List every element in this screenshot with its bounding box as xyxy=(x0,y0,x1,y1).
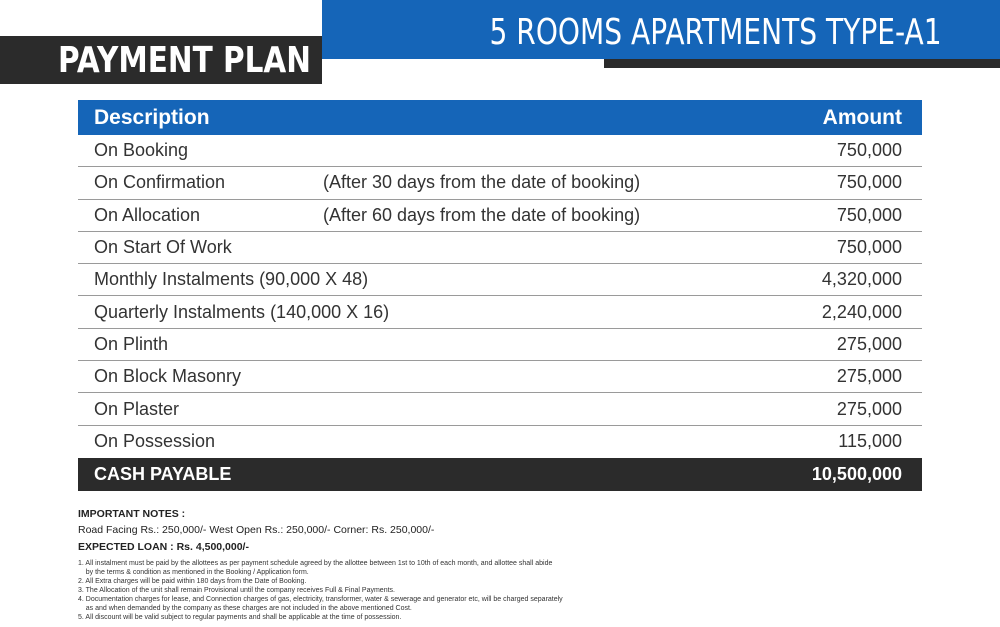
total-label: CASH PAYABLE xyxy=(94,463,232,484)
header-dark-strip xyxy=(604,59,1000,68)
column-header-amount: Amount xyxy=(822,105,902,129)
table-body xyxy=(78,135,922,458)
payment-plan-label: PAYMENT PLAN xyxy=(58,40,311,81)
fine-print-line: 5. All discount will be valid subject to regular payments and shall be applicable at the time of possession. xyxy=(78,614,402,621)
table-row xyxy=(78,393,922,425)
row-amount: 115,000 xyxy=(838,431,902,452)
table-row xyxy=(78,296,922,328)
row-description: On Allocation xyxy=(94,204,201,225)
fine-print xyxy=(78,559,678,622)
row-description: On Possession xyxy=(94,431,216,452)
table-row xyxy=(78,426,922,458)
important-notes xyxy=(78,508,678,622)
fine-print-line: 1. All instalment must be paid by the allottees as per payment schedule agreed by the allottee between 1st to 10th of each month, and allottee shall abide xyxy=(78,560,553,567)
row-description: On Confirmation xyxy=(94,172,226,193)
row-description: On Booking xyxy=(94,140,189,161)
row-amount: 275,000 xyxy=(836,333,902,354)
fine-print-line: as and when demanded by the company as these charges are not included in the above mentioned Cost. xyxy=(78,605,412,612)
expected-loan: EXPECTED LOAN : Rs. 4,500,000/- xyxy=(78,541,249,553)
notes-heading: IMPORTANT NOTES : xyxy=(78,508,186,520)
row-description: On Plinth xyxy=(94,333,169,354)
table-row xyxy=(78,329,922,361)
total-row xyxy=(78,458,922,491)
table-row xyxy=(78,135,922,167)
row-description: Quarterly Instalments (140,000 X 16) xyxy=(94,301,390,322)
row-amount: 750,000 xyxy=(836,204,902,225)
row-description: On Block Masonry xyxy=(94,366,242,387)
row-amount: 2,240,000 xyxy=(821,301,902,322)
row-description: On Plaster xyxy=(94,398,180,419)
table-row xyxy=(78,167,922,199)
table-header xyxy=(78,100,922,135)
payment-table xyxy=(78,100,922,491)
row-amount: 750,000 xyxy=(836,172,902,193)
row-amount: 750,000 xyxy=(836,237,902,258)
table-row xyxy=(78,200,922,232)
fine-print-line: by the terms & condition as mentioned in the Booking / Application form. xyxy=(78,569,309,576)
fine-print-line: 2. All Extra charges will be paid within 180 days from the Date of Booking. xyxy=(78,578,307,585)
row-note: (After 30 days from the date of booking) xyxy=(323,172,641,193)
row-amount: 275,000 xyxy=(836,398,902,419)
row-amount: 275,000 xyxy=(836,366,902,387)
row-amount: 750,000 xyxy=(836,140,902,161)
column-header-description: Description xyxy=(94,105,210,129)
table-row xyxy=(78,361,922,393)
table-row xyxy=(78,232,922,264)
row-amount: 4,320,000 xyxy=(821,269,902,290)
row-note: (After 60 days from the date of booking) xyxy=(323,204,641,225)
fine-print-line: 3. The Allocation of the unit shall remain Provisional until the company receives Full & Final Payments. xyxy=(78,587,395,594)
extra-charges-rates: Road Facing Rs.: 250,000/- West Open Rs.: 250,000/- Corner: Rs. 250,000/- xyxy=(78,524,435,536)
row-description: Monthly Instalments (90,000 X 48) xyxy=(94,269,369,290)
document-title: 5 ROOMS APARTMENTS TYPE-A1 xyxy=(489,12,942,53)
total-amount: 10,500,000 xyxy=(811,463,902,484)
table-row xyxy=(78,264,922,296)
row-description: On Start Of Work xyxy=(94,237,232,258)
fine-print-line: 4. Documentation charges for lease, and Connection charges of gas, electricity, transformer, water & sewerage and generator etc, will be charged separately xyxy=(78,596,563,603)
